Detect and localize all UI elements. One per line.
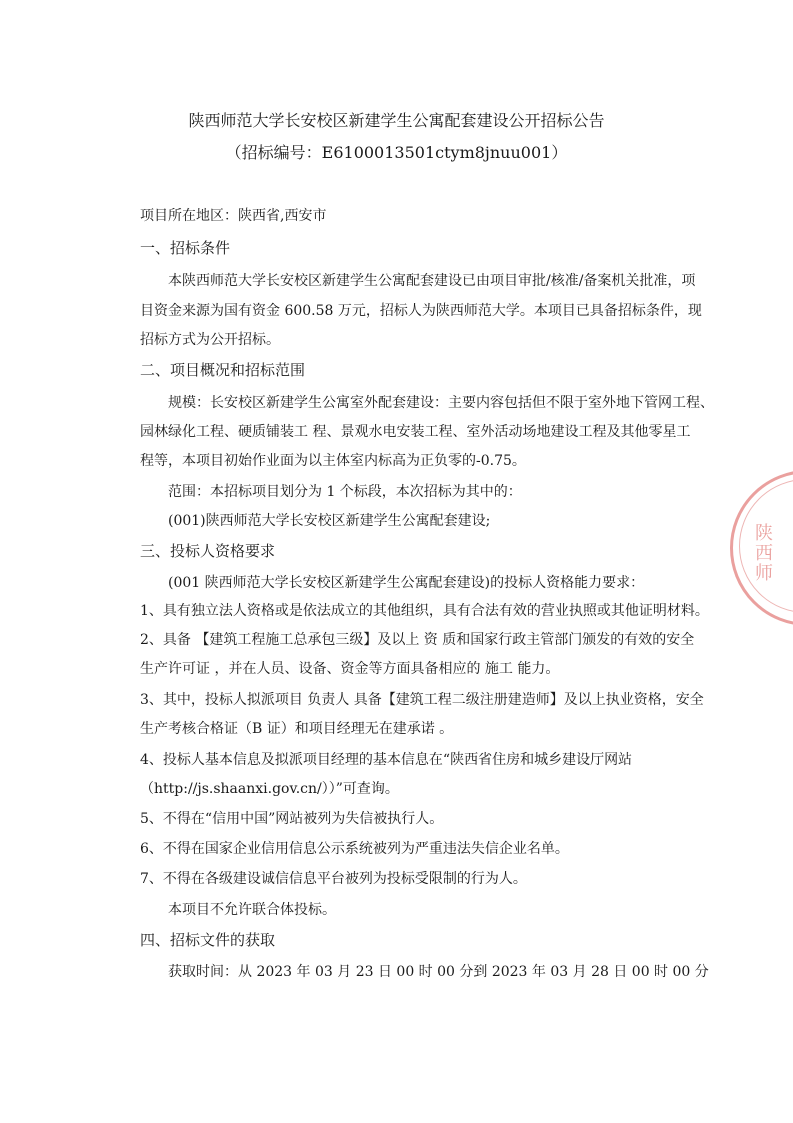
requirement-3-line-1: 3、其中，投标人拟派项目 负责人 具备【建筑工程二级注册建造师】及以上执业资格，安全 — [140, 692, 704, 708]
seal-text: 陕西师 — [752, 523, 773, 583]
official-seal — [730, 470, 793, 626]
consortium-note: 本项目不允许联合体投标。 — [168, 902, 336, 918]
sec1-para-line-2: 目资金来源为国有资金 600.58 万元，招标人为陕西师范大学。本项目已具备招标条件，现 — [140, 303, 702, 319]
sec2-lot: (001)陕西师范大学长安校区新建学生公寓配套建设; — [168, 513, 491, 529]
sec1-para-line-1: 本陕西师范大学长安校区新建学生公寓配套建设已由项目审批/核准/备案机关批准，项 — [168, 273, 696, 289]
document-title: 陕西师范大学长安校区新建学生公寓配套建设公开招标公告 — [188, 111, 605, 130]
section-heading-3: 三、投标人资格要求 — [140, 542, 276, 560]
requirement-3-line-2: 生产考核合格证（B 证）和项目经理无在建承诺 。 — [140, 721, 454, 737]
section-heading-4: 四、招标文件的获取 — [140, 931, 276, 949]
bid-number: （招标编号：E6100013501ctym8jnuu001） — [225, 143, 568, 162]
sec2-para-line-1: 规模：长安校区新建学生公寓室外配套建设：主要内容包括但不限于室外地下管网工程、 — [168, 395, 714, 411]
requirement-2-line-2: 生产许可证 ，并在人员、设备、资金等方面具备相应的 施工 能力。 — [140, 661, 560, 677]
sec2-para-line-2: 园林绿化工程、硬质铺装工 程、景观水电安装工程、室外活动场地建设工程及其他零星工 — [140, 424, 691, 440]
section-heading-2: 二、项目概况和招标范围 — [140, 361, 306, 379]
requirement-4-line-2: （http://js.shaanxi.gov.cn/））”可查询。 — [140, 781, 399, 797]
requirement-1: 1、具有独立法人资格或是依法成立的其他组织，具有合法有效的营业执照或其他证明材料。 — [140, 603, 709, 619]
sec3-intro: (001 陕西师范大学长安校区新建学生公寓配套建设)的投标人资格能力要求： — [168, 575, 645, 591]
requirement-4-line-1: 4、投标人基本信息及拟派项目经理的基本信息在“陕西省住房和城乡建设厅网站 — [140, 752, 633, 768]
section-heading-1: 一、招标条件 — [140, 239, 231, 257]
requirement-7: 7、不得在各级建设诚信信息平台被列为投标受限制的行为人。 — [140, 871, 527, 887]
sec2-scope: 范围：本招标项目划分为 1 个标段，本次招标为其中的： — [168, 484, 522, 500]
acquisition-time: 获取时间：从 2023 年 03 月 23 日 00 时 00 分到 2023 年 03 月 28 日 00 时 00 分 — [168, 964, 709, 980]
sec1-para-line-3: 招标方式为公开招标。 — [140, 332, 280, 348]
requirement-6: 6、不得在国家企业信用信息公示系统被列为严重违法失信企业名单。 — [140, 841, 569, 857]
sec2-para-line-3: 程等，本项目初始作业面为以主体室内标高为正负零的-0.75。 — [140, 453, 526, 469]
project-region: 项目所在地区：陕西省,西安市 — [140, 208, 327, 224]
requirement-2-line-1: 2、具备 【建筑工程施工总承包三级】及以上 资 质和国家行政主管部门颁发的有效的安全 — [140, 632, 695, 648]
requirement-5: 5、不得在“信用中国”网站被列为失信被执行人。 — [140, 811, 444, 827]
